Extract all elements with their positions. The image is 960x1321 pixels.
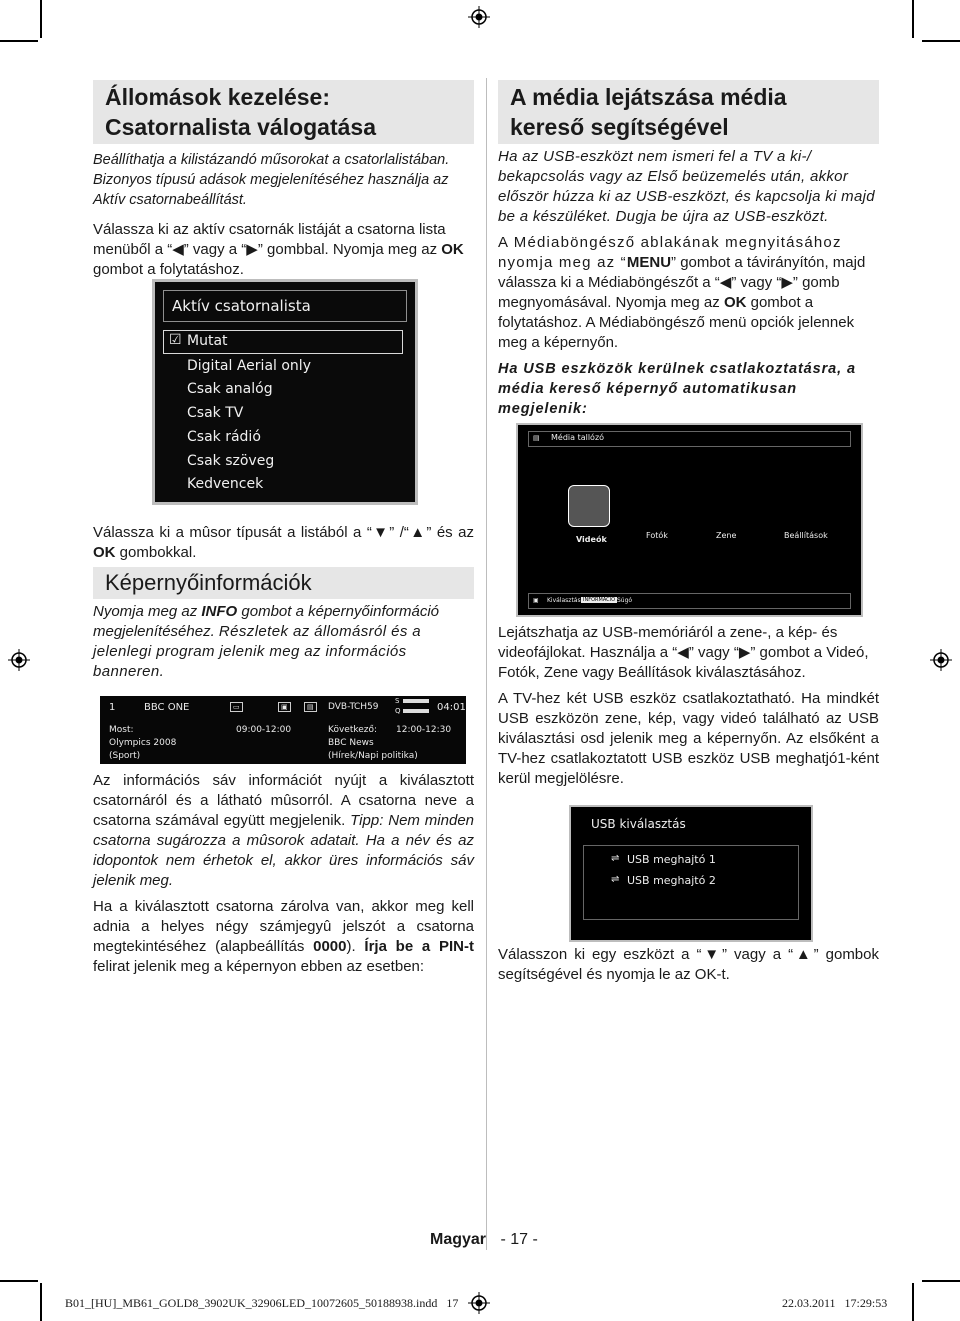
usb-selection-screen (569, 805, 813, 942)
footer-info-key: INFORMÁCIÓ (583, 597, 616, 603)
usb-devices-text: A TV-hez két USB eszköz csatlakoztatható. Ha mindkét USB eszközön zene, kép, vagy videó található az USB kiválasztási osd jelenik meg a képernyőn. Az elsőként a TV-hez csatlakoztatott USB eszköz USB meghatjó1-ként kerül megjelölésre. (498, 690, 879, 787)
page-number: - 17 - (500, 1231, 538, 1248)
registration-mark-icon (468, 1292, 490, 1314)
footer-help: Súgó (617, 597, 633, 604)
section-heading-screen-info: Képernyőinformációk (93, 567, 474, 599)
registration-mark-icon (8, 649, 30, 671)
right-arrow-icon: ▶ (738, 644, 751, 661)
menu-item[interactable]: Kedvencek (187, 476, 264, 492)
section-heading-channel-list (93, 80, 474, 144)
subtitle-icon: ▭ (230, 702, 243, 712)
registration-mark-icon (468, 6, 490, 28)
usb-drive-icon: ⇌ (611, 853, 620, 864)
audio-icon: ▤ (304, 702, 317, 712)
instruction-text: Válassza ki az aktív csatornák listáját a csatorna lista menüből a “◀” vagy a “▶” gombbal. Nyomja meg az OK gombot a folytatáshoz. (93, 221, 464, 278)
info-banner (100, 696, 466, 764)
heading-line: Állomások kezelése: (105, 84, 331, 110)
footer-language: Magyar (430, 1231, 487, 1248)
menu-item[interactable]: Digital Aerial only (187, 358, 311, 374)
signal-quality-label: Q (395, 707, 401, 715)
menu-item[interactable]: Csak szöveg (187, 453, 275, 469)
media-item-video[interactable]: Videók (576, 535, 607, 544)
left-column (93, 80, 474, 280)
screen-title: Aktív csatornalista (163, 290, 407, 322)
now-time: 09:00-12:00 (236, 725, 292, 735)
crop-mark (0, 1280, 38, 1282)
left-column-lower (93, 523, 474, 682)
menu-item[interactable]: Mutat (187, 333, 228, 349)
now-label: Most: (109, 725, 134, 735)
usb-drive-icon: ⇌ (611, 874, 620, 885)
crop-mark (912, 0, 914, 38)
heading-line: A média lejátszása média (510, 84, 787, 110)
settings-icon[interactable] (780, 489, 820, 529)
media-item-photos[interactable]: Fotók (646, 531, 668, 540)
up-arrow-icon: ▲ (793, 946, 814, 963)
active-channel-list-screen (152, 279, 418, 505)
ok-key-icon: ▣ (533, 597, 539, 604)
menu-item[interactable]: Csak analóg (187, 381, 273, 397)
page-footer (430, 1231, 538, 1249)
media-title-bar (528, 431, 851, 447)
signal-strength-label: S (395, 697, 400, 705)
locked-channel-text: Ha a kiválasztott csatorna zárolva van, akkor meg kell adnia a helyes négy számjegyû jelszót a csatorna megtekintéséhez (alapbeállítás 0000). Írja be a PIN-t felirat jelenik meg a képernyon ebben az esetben: (93, 898, 474, 975)
crop-mark (40, 0, 42, 38)
now-program: Olympics 2008 (109, 738, 177, 748)
footer-select: Kiválasztás (547, 597, 581, 604)
now-genre: (Sport) (109, 751, 141, 761)
auto-open-note: Ha USB eszközök kerülnek csatlakoztatásra, a média kereső képernyő automatikusan megjelenik: (498, 361, 856, 417)
music-icon[interactable] (708, 489, 748, 529)
column-divider (486, 78, 487, 1250)
photo-icon[interactable] (638, 489, 678, 529)
crop-mark (912, 1283, 914, 1321)
usb-intro-text: Ha az USB-eszközt nem ismeri fel a TV a ki-/ bekapcsolás vagy az Első beüzemelés után, akkor először húzza ki az USB-eszközt, és kapcsolja ki majd be a készüléket. Dugja be újra az USB-eszközt. (498, 148, 875, 225)
right-column-lower (498, 623, 879, 789)
media-browser-instructions: A Médiaböngésző ablakának megnyitásához nyomja meg az “MENU” gombot a távirányítón, majd válassza ki a Médiaböngészőt a “◀” vagy “▶” gomb megnyomásával. Nyomja meg az OK gombot a folytatáshoz. A Médiaböngésző menü opciók jelennek meg a képernyőn. (498, 234, 866, 351)
clock: 04:01 (437, 702, 466, 713)
media-footer (528, 593, 851, 609)
crop-mark (0, 40, 38, 42)
signal-strength-bar (403, 699, 429, 703)
right-arrow-icon: ▶ (781, 274, 793, 291)
media-icon: ▤ (533, 434, 540, 442)
usb-title: USB kiválasztás (591, 817, 686, 831)
registration-mark-icon (930, 649, 952, 671)
next-label: Következő: (328, 725, 378, 735)
print-file-info: B01_[HU]_MB61_GOLD8_3902UK_32906LED_10072605_50188938.indd 17 (65, 1296, 459, 1310)
crop-mark (922, 40, 960, 42)
section-heading-media-browser (498, 80, 879, 144)
info-description: Az információs sáv információt nyújt a kiválasztott csatornáról és a látható mûsorról. A csatorna neve a csatorna számával együtt megjelenik. Tipp: Nem minden csatorna sugározza a mûsorok adatait. Ha a név és az idopontok nem érhetok el, akkor üres információs sáv jelenik meg. (93, 772, 475, 889)
media-item-music[interactable]: Zene (716, 531, 737, 540)
playback-text: Lejátszhatja az USB-memóriáról a zene-, a kép- és videofájlokat. Használja a “◀” vagy “▶” gombot a Videó, Fotók, Zene vagy Beállítások kiválasztásához. (498, 624, 869, 681)
down-arrow-icon: ▼ (701, 946, 723, 963)
right-column-bottom (498, 945, 879, 985)
left-arrow-icon: ◀ (719, 274, 732, 291)
media-item-settings[interactable]: Beállítások (784, 531, 828, 540)
channel-name: BBC ONE (144, 702, 190, 713)
media-browser-screen (516, 423, 863, 617)
info-text: Nyomja meg az INFO gombot a képernyőinformáció megjelenítéséhez. Részletek az állomásról és a jelenlegi program jelenik meg az információs banneren. (93, 603, 439, 680)
print-date: 22.03.2011 17:29:53 (782, 1296, 888, 1310)
menu-item[interactable]: Csak TV (187, 405, 244, 421)
heading-line: Csatornalista válogatása (105, 114, 377, 140)
left-arrow-icon: ◀ (677, 644, 689, 661)
left-column-bottom (93, 771, 474, 977)
usb-select-instructions: Válasszon ki egy eszközt a “▼” vagy a “▲” gombok segítségével és nyomja le az OK-t. (498, 946, 879, 983)
video-icon[interactable] (568, 485, 610, 527)
crop-mark (40, 1283, 42, 1321)
right-column (498, 80, 879, 419)
next-time: 12:00-12:30 (396, 725, 452, 735)
up-arrow-icon: ▲ (408, 524, 427, 541)
down-arrow-icon: ▼ (371, 524, 390, 541)
intro-text: Beállíthatja a kilistázandó műsorokat a csatorlalistában. Bizonyos típusú adások megjelenítéséhez használja az Aktív csatornabeállítást. (93, 152, 450, 208)
checkbox-icon: ☑ (169, 332, 182, 348)
menu-item[interactable]: Csak rádió (187, 429, 261, 445)
usb-item[interactable]: USB meghajtó 1 (627, 853, 716, 866)
usb-item[interactable]: USB meghajtó 2 (627, 874, 716, 887)
next-genre: (Hírek/Napi politika) (328, 751, 418, 761)
dvb-label: DVB-T (328, 702, 356, 712)
right-arrow-icon: ▶ (246, 241, 258, 258)
signal-quality-bar (403, 709, 429, 713)
channel-code: CH59 (354, 702, 379, 712)
heading-line: kereső segítségével (510, 114, 729, 140)
crop-mark (922, 1280, 960, 1282)
teletext-icon: ▣ (278, 702, 291, 712)
next-program: BBC News (328, 738, 374, 748)
left-arrow-icon: ◀ (172, 241, 184, 258)
channel-number: 1 (109, 702, 116, 713)
instruction-text: Válassza ki a mûsor típusát a listából a “▼” /“▲” és az OK gombokkal. (93, 524, 474, 561)
media-title: Média tallózó (551, 433, 605, 442)
